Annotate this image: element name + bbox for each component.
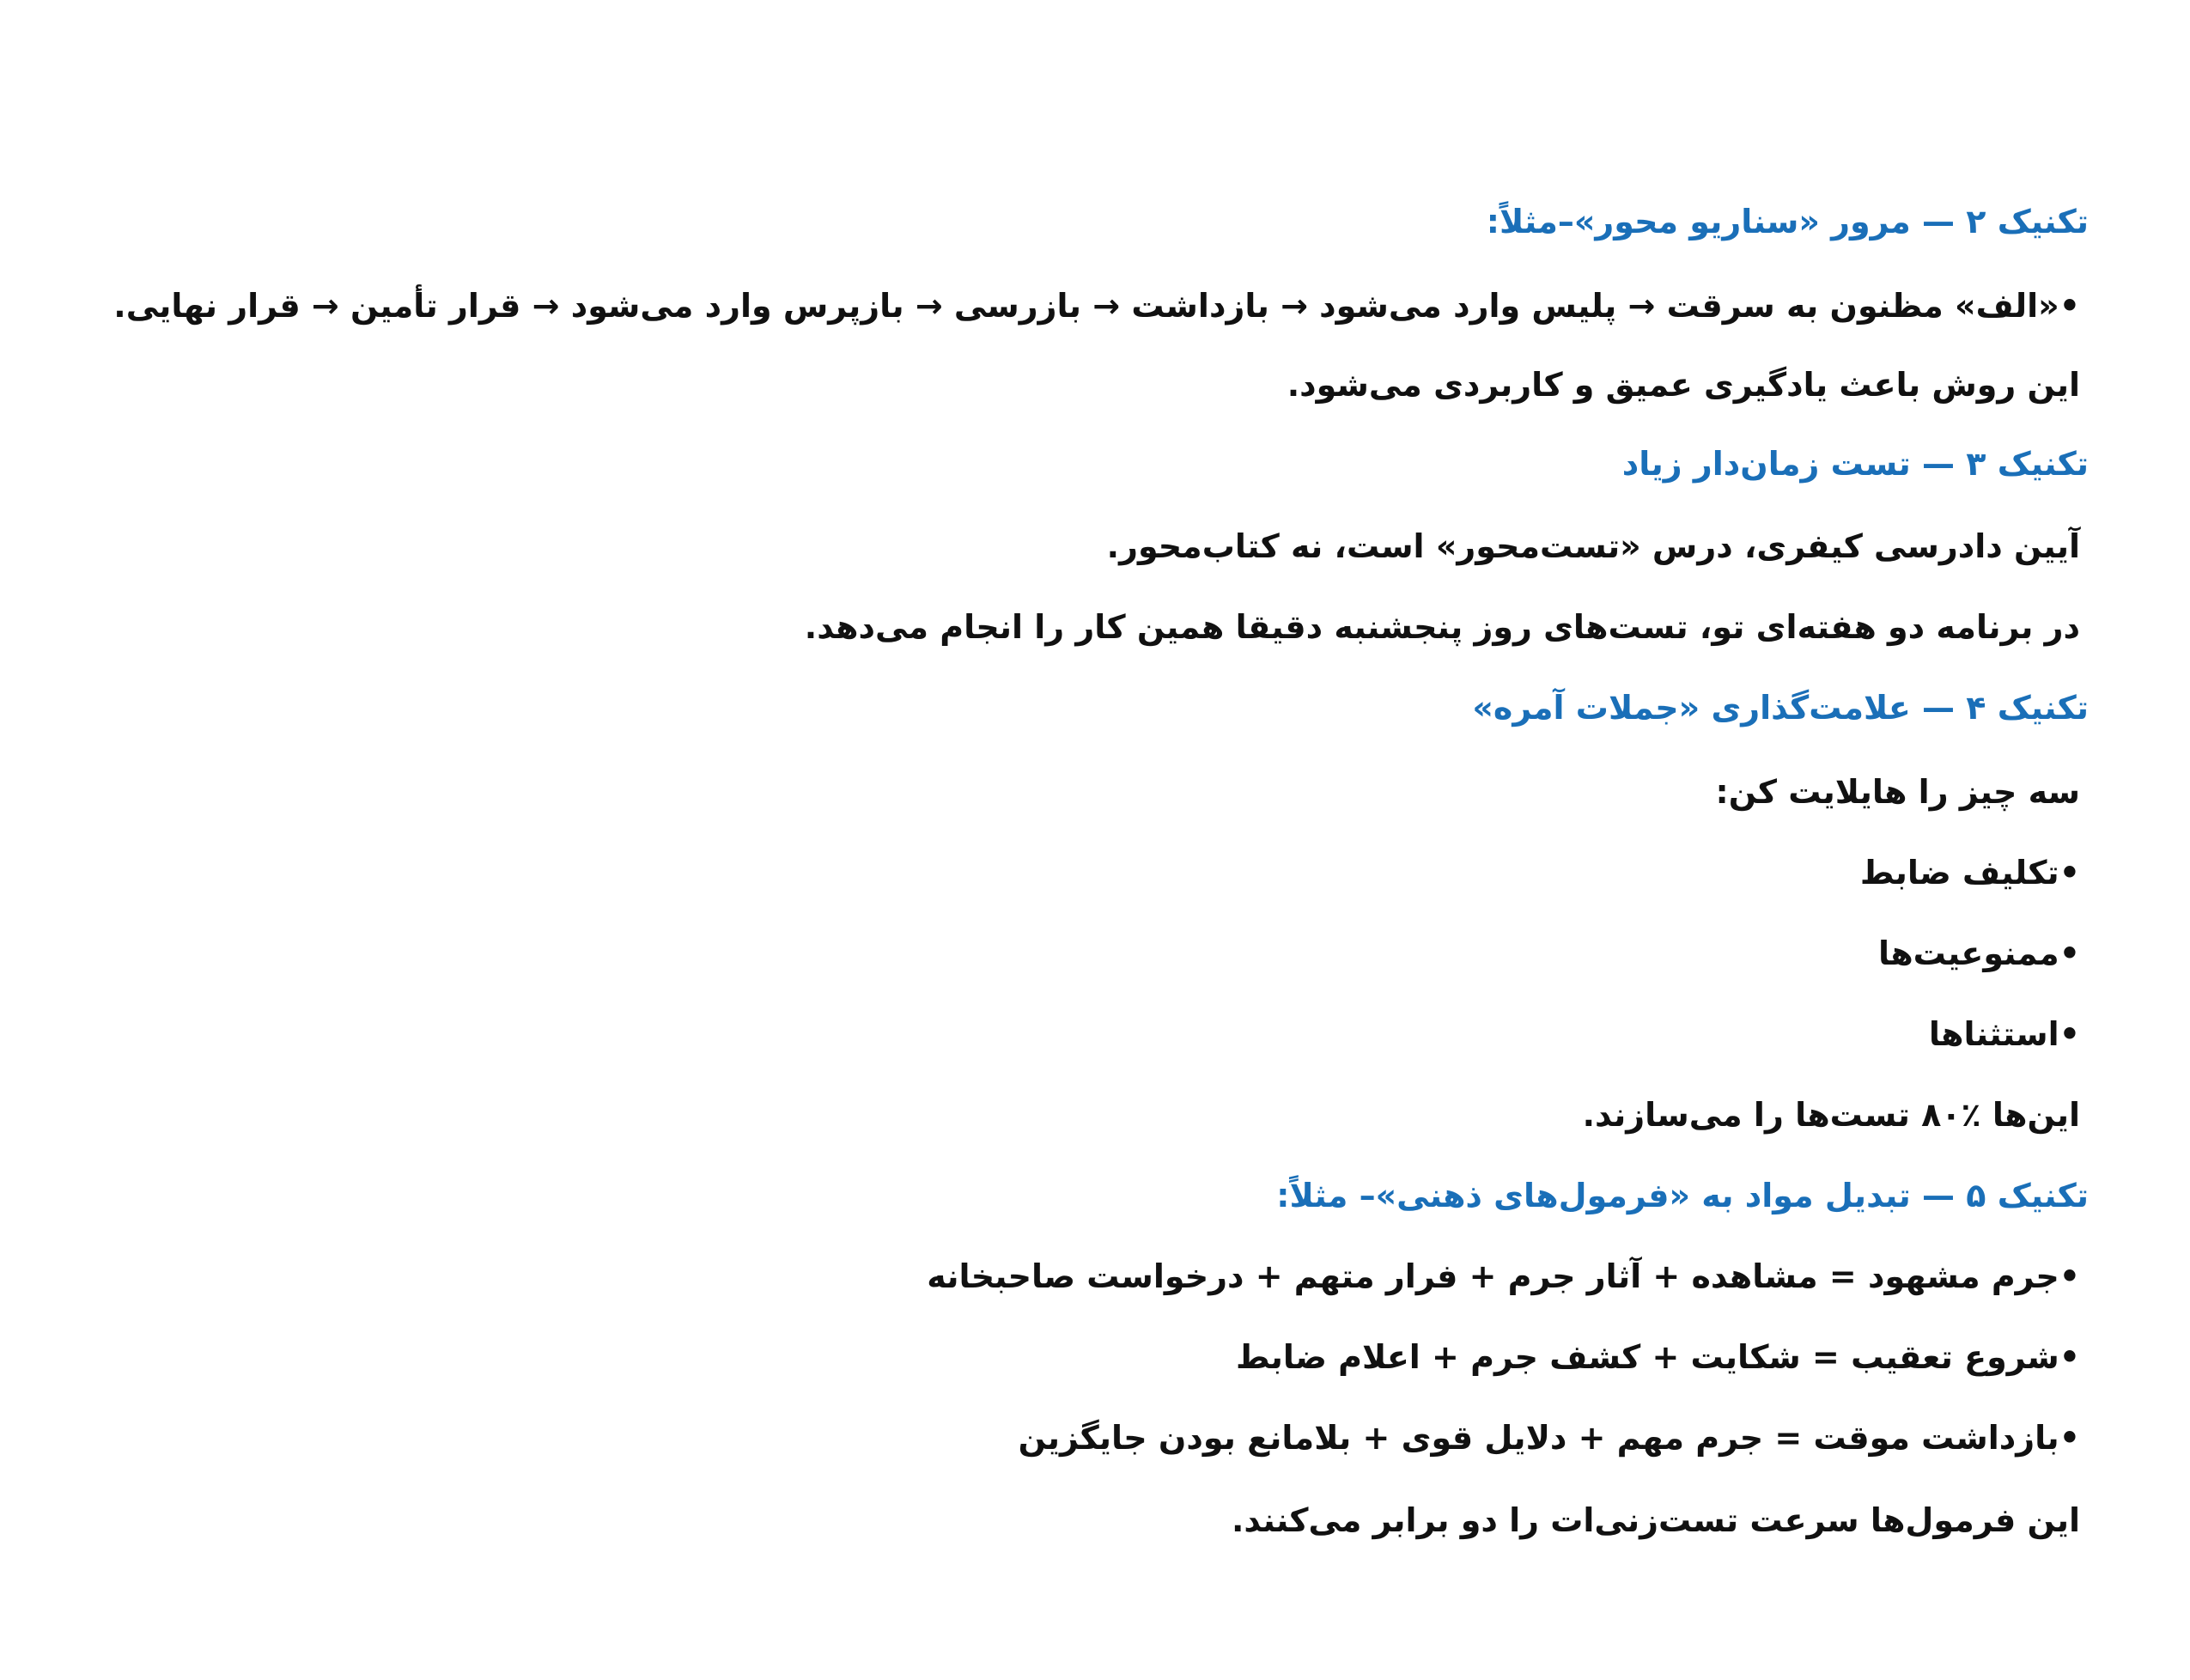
- technique-4-bullet-2: •ممنوعیت‌ها: [1878, 934, 2080, 972]
- technique-4-heading: تکنیک ۴ — علامت‌گذاری «جملات آمره»: [1472, 689, 2089, 727]
- technique-5-note: این فرمول‌ها سرعت تست‌زنی‌ات را دو برابر می‌کنند.: [1231, 1501, 2080, 1539]
- technique-5-heading: تکنیک ۵ — تبدیل مواد به «فرمول‌های ذهنی»– مثلاً:: [1276, 1177, 2089, 1214]
- technique-3-heading: تکنیک ۳ — تست زمان‌دار زیاد: [1621, 445, 2089, 483]
- technique-5-bullet-2: •شروع تعقیب = شکایت + کشف جرم + اعلام ضابط: [1235, 1338, 2080, 1376]
- technique-5-bullet-1: •جرم مشهود = مشاهده + آثار جرم + فرار متهم + درخواست صاحبخانه: [927, 1257, 2080, 1295]
- technique-2-note: این روش باعث یادگیری عمیق و کاربردی می‌شود.: [1287, 366, 2080, 404]
- technique-4-note: این‌ها ٪۸۰ تست‌ها را می‌سازند.: [1582, 1096, 2080, 1134]
- technique-4-bullet-3: •استثناها: [1928, 1015, 2080, 1053]
- technique-3-line-2: در برنامه دو هفته‌ای تو، تست‌های روز پنجشنبه دقیقا همین کار را انجام می‌دهد.: [804, 608, 2080, 646]
- technique-3-line-1: آیین دادرسی کیفری، درس «تست‌محور» است، نه کتاب‌محور.: [1106, 527, 2080, 565]
- technique-4-intro: سه چیز را هایلایت کن:: [1715, 773, 2080, 811]
- technique-5-bullet-3: •بازداشت موقت = جرم مهم + دلایل قوی + بلامانع بودن جایگزین: [1018, 1419, 2080, 1457]
- technique-4-bullet-1: •تکلیف ضابط: [1859, 854, 2080, 892]
- technique-2-heading: تکنیک ۲ — مرور «سناریو محور»–مثلاً:: [1486, 203, 2089, 240]
- technique-2-example: •«الف» مظنون به سرقت → پلیس وارد می‌شود → بازداشت → بازرسی → بازپرس وارد می‌شود → قرار تأمین → قرار نهایی.: [113, 287, 2080, 325]
